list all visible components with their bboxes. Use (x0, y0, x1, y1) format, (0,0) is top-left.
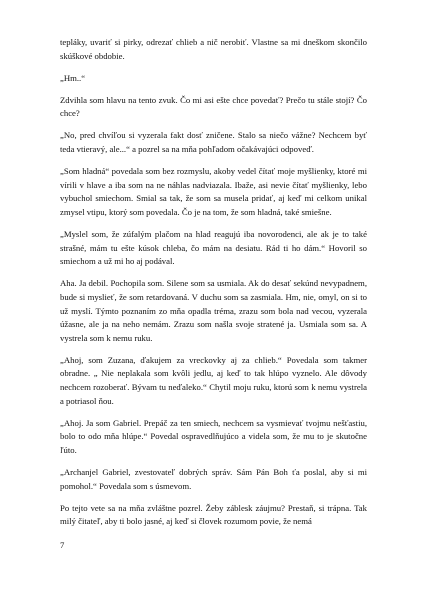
paragraph: „Som hladná“ povedala som bez rozmyslu, akoby vedel čítať moje myšlienky, ktoré mi vírili v hlave a iba som na ne náhlas nadviazala. Ibaže, asi nevie čítať myšlienky, lebo vybuchol smiechom. Smial sa tak, že som sa musela pridať, aj keď mi celkom unikal zmysel vtipu, ktorý som povedala. Čo je na tom, že som hladná, také smiešne. (60, 166, 367, 217)
paragraph: Po tejto vete sa na mňa zvláštne pozrel. Žeby záblesk záujmu? Prestaň, si trápna. Tak milý čitateľ, aby ti bolo jasné, aj keď si človek rozumom povie, že nemá (60, 502, 367, 527)
page-number: 7 (60, 540, 65, 550)
body-text (60, 36, 367, 537)
paragraph: „Hm..“ (60, 72, 86, 83)
paragraph: tepláky, uvariť si pirky, odrezať chlieb a nič nerobiť. Vlastne sa mi dneškom skončilo skúškové obdobie. (60, 37, 367, 61)
paragraph: „Archanjel Gabriel, zvestovateľ dobrých správ. Sám Pán Boh ťa poslal, aby si mi pomohol.“ Povedala som s úsmevom. (60, 466, 367, 491)
paragraph: „Ahoj. Ja som Gabriel. Prepáč za ten smiech, nechcem sa vysmievať tvojmu nešťastiu, bolo to odo mňa hlúpe.“ Povedal ospravedlňujúco a videla som, že mu to je skutočne ľúto. (60, 417, 367, 455)
paragraph: „Ahoj, som Zuzana, ďakujem za vreckovky aj za chlieb.“ Povedala som takmer obradne. „ Nie neplakala som kvôli jedlu, aj keď to tak hlúpo vyznelo. Ale dôvody nechcem rozoberať. Bývam tu neďaleko.“ Chytil moju ruku, ktorú som k nemu vystrela a potriasol ňou. (60, 354, 367, 406)
paragraph: Aha. Ja debil. Pochopila som. Silene som sa usmiala. Ak do desať sekúnd nevypadnem, bude si myslieť, že som retardovaná. V duchu som sa zasmiala. Hm, nie, omyl, on si to už myslí. Týmto poznaním zo mňa opadla tréma, zrazu som bola nad vecou, vyzerala úžasne, ale ja na neho nemám. Zrazu som našla svoje stratené ja. Usmiala som sa. A vystrela som k nemu ruku. (60, 278, 367, 343)
paragraph: Zdvihla som hlavu na tento zvuk. Čo mi asi ešte chce povedať? Prečo tu stále stojí? Čo chce? (60, 94, 367, 119)
paragraph: „Myslel som, že zúfalým plačom na hlad reagujú iba novorodenci, ale ak je to také strašné, mám tu ešte kúsok chleba, čo mám na desiatu. Rád ti ho dám.“ Hovoril so smiechom a už mi ho aj podával. (60, 229, 367, 267)
paragraph: „No, pred chvíľou si vyzerala fakt dosť zničene. Stalo sa niečo vážne? Nechcem byť teda vtieravý, ale...“ a pozrel sa na mňa pohľadom očakávajúci odpoveď. (60, 130, 367, 155)
